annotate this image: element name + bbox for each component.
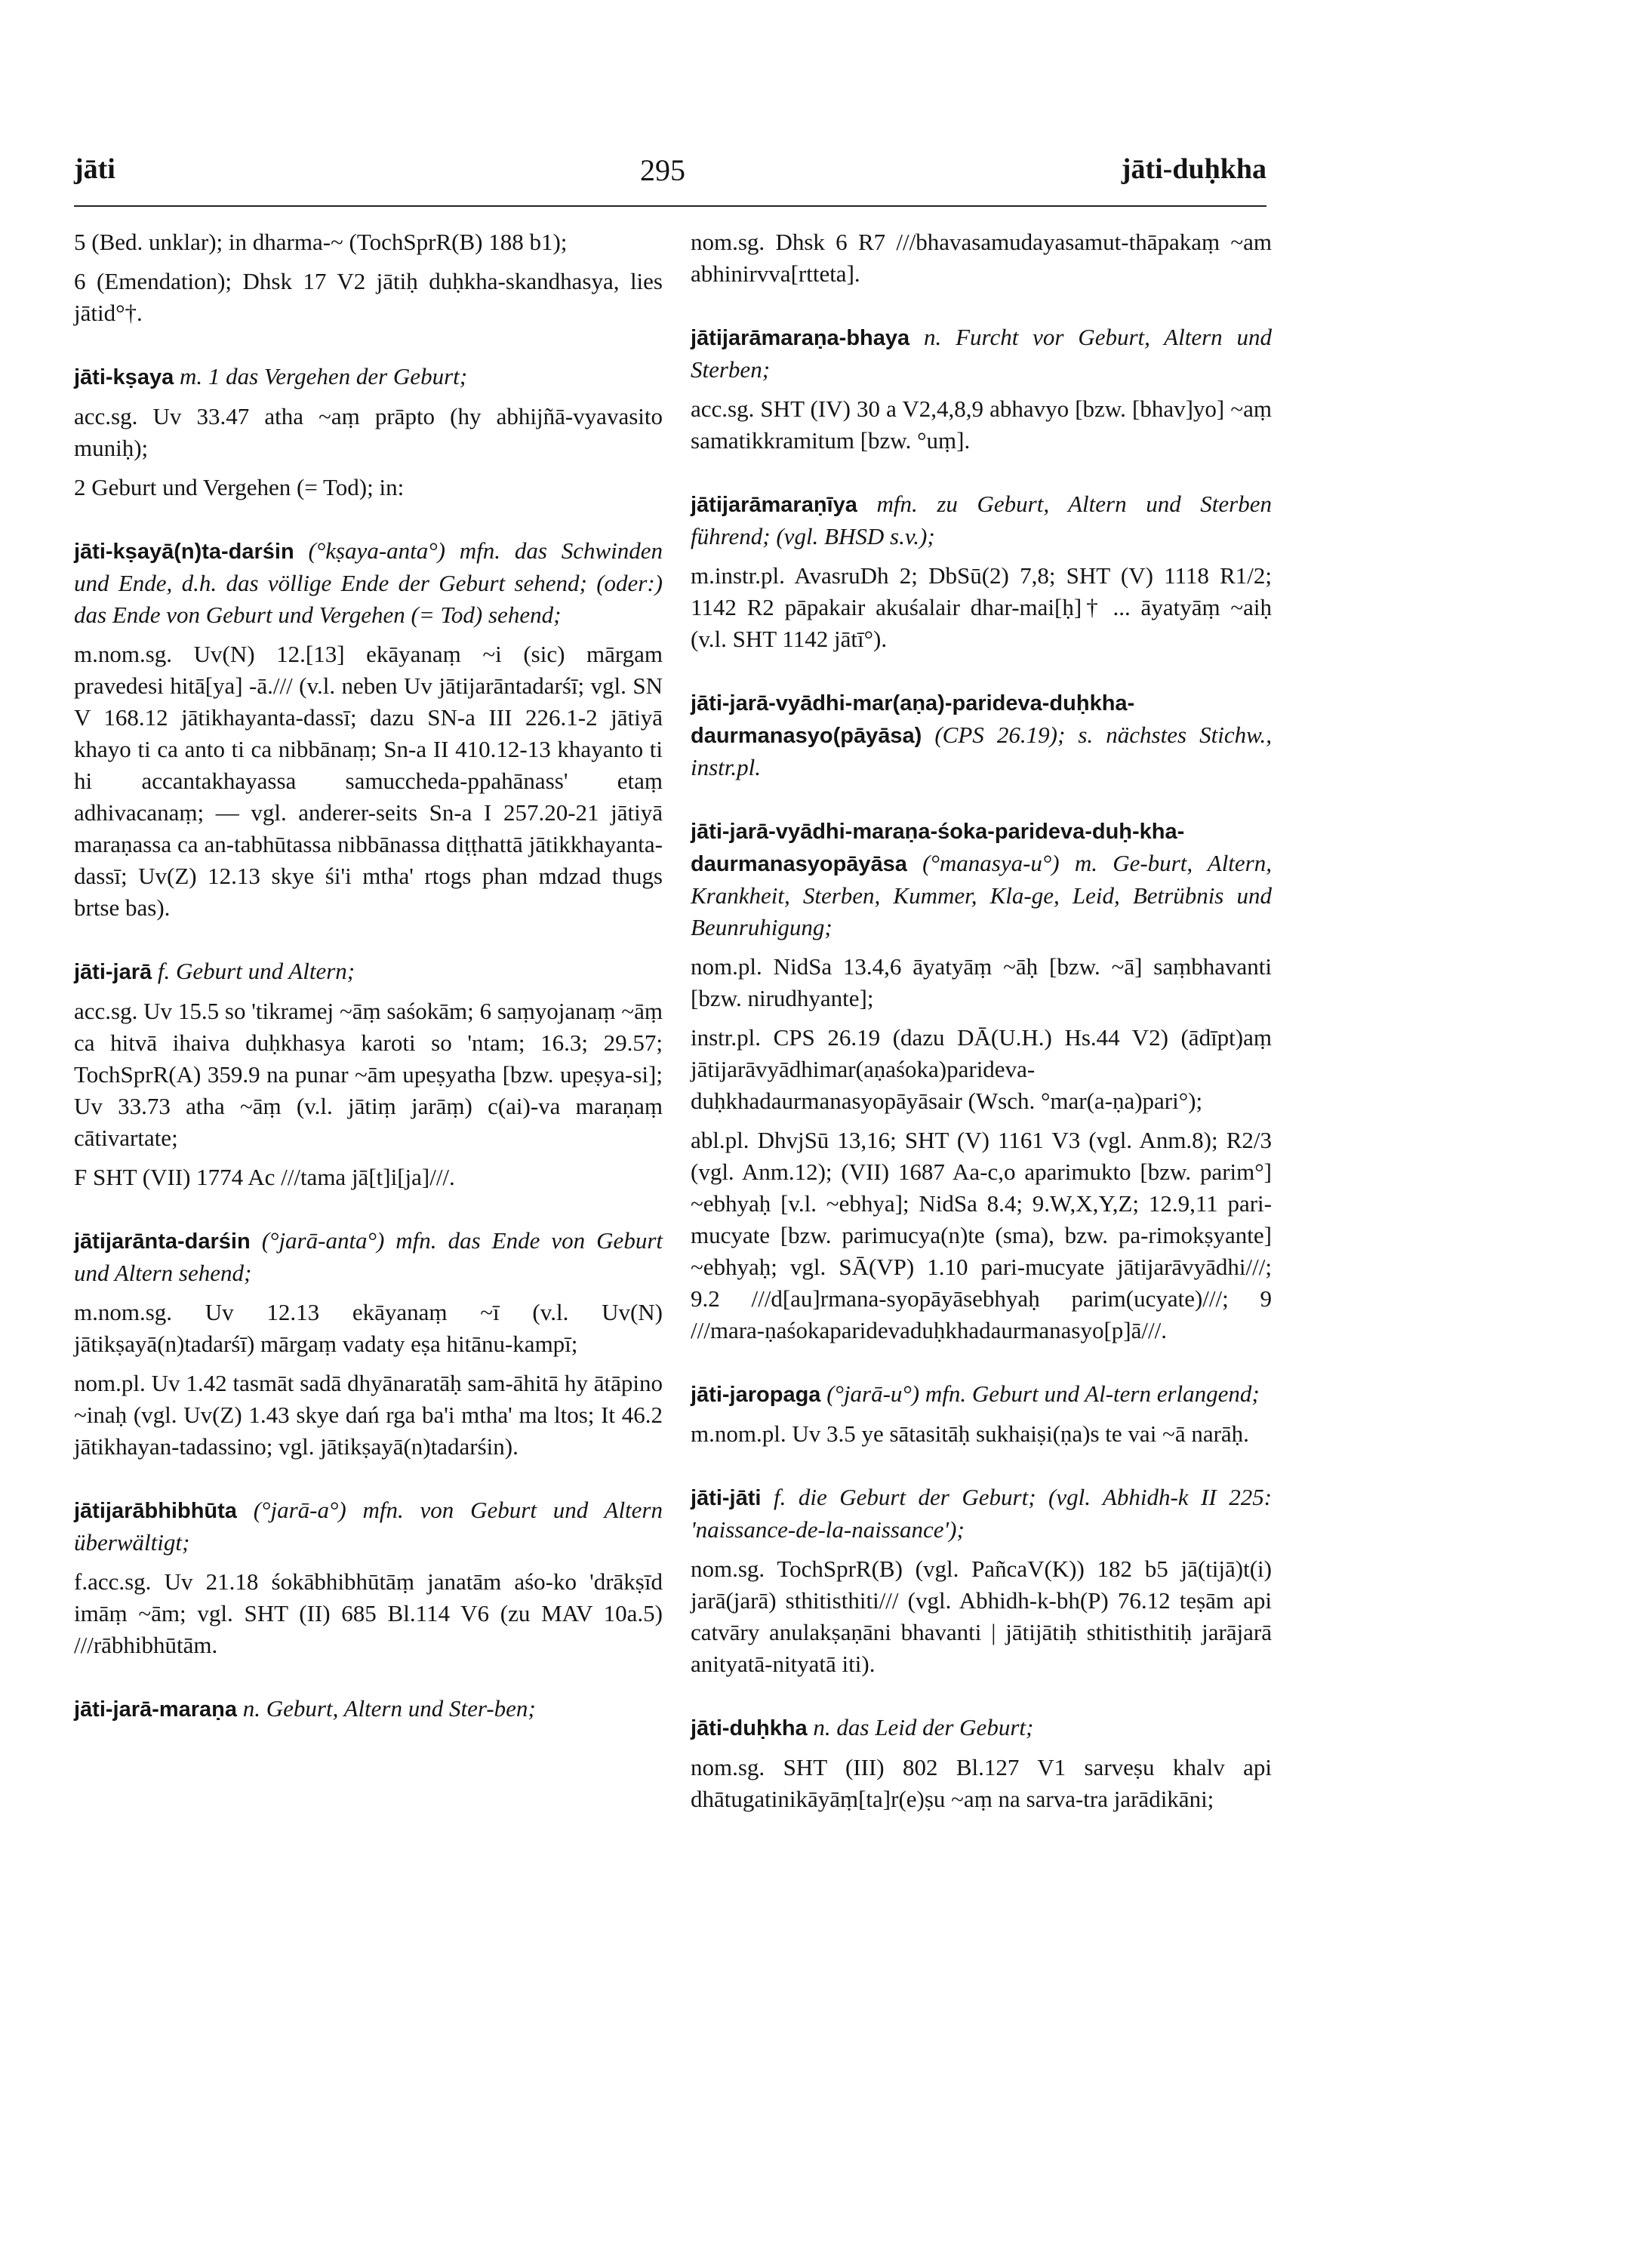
entry-head	[74, 535, 663, 631]
entry-gloss: mfn. zu Geburt, Altern und Sterben führend; (vgl. BHSD s.v.);	[691, 491, 1272, 549]
dictionary-entry	[691, 226, 1272, 290]
entry-gloss: (°manasya-u°) m. Ge-burt, Altern, Krankheit, Sterben, Kummer, Kla-ge, Leid, Betrübnis und Beunruhigung;	[691, 850, 1272, 940]
dictionary-entry	[691, 322, 1272, 457]
entry-lemma: jātijarāmaraṇīya	[691, 493, 857, 517]
entry-citation: acc.sg. SHT (IV) 30 a V2,4,8,9 abhavyo [bzw. [bhav]yo] ~aṃ samatikkramitum [bzw. °uṃ].	[691, 395, 1272, 454]
dictionary-entry	[691, 1482, 1272, 1680]
entry-head	[691, 1712, 1272, 1744]
entry-lemma: jāti-jarā-vyādhi-maraṇa-śoka-parideva-duḥ-kha-daurmanasyopāyāsa	[691, 820, 1185, 876]
entry-citation: 2 Geburt und Vergehen (= Tod); in:	[74, 474, 405, 500]
entry-lemma: jāti-jarā-vyādhi-mar(aṇa)-parideva-duḥkha-daurmanasyo(pāyāsa)	[691, 691, 1135, 748]
entry-lemma: jātijarāmaraṇa-bhaya	[691, 326, 910, 350]
entry-head	[691, 815, 1272, 943]
entry-head	[691, 488, 1272, 552]
dictionary-entry	[74, 1693, 663, 1725]
entry-citation: m.instr.pl. AvasruDh 2; DbSū(2) 7,8; SHT (V) 1118 R1/2; 1142 R2 pāpakair akuśalair dhar-mai[ḥ]† ... āyatyāṃ ~aiḥ (v.l. SHT 1142 jātī°).	[691, 562, 1272, 652]
entry-gloss: n. das Leid der Geburt;	[813, 1714, 1034, 1740]
entry-gloss: n. Geburt, Altern und Ster-ben;	[242, 1695, 536, 1722]
entry-citation: instr.pl. CPS 26.19 (dazu DĀ(U.H.) Hs.44 V2) (ādīpt)aṃ jātijarāvyādhimar(aṇaśoka)parideva-duḥkhadaurmanasyopāyāsair (Wsch. °mar(a-ṇa)pari°);	[691, 1024, 1272, 1114]
entry-citation: acc.sg. Uv 15.5 so 'tikramej ~āṃ saśokām; 6 saṃyojanaṃ ~āṃ ca hitvā ihaiva duḥkhasya karoti so 'ntam; 16.3; 29.57; TochSprR(A) 359.9 na punar ~ām upeṣyatha [bzw. upeṣya-si]; Uv 33.73 atha ~āṃ (v.l. jātiṃ jarāṃ) c(ai)-va maraṇaṃ cātivartate;	[74, 998, 663, 1151]
entry-gloss: (°jarā-a°) mfn. von Geburt und Altern überwältigt;	[74, 1497, 663, 1556]
dictionary-entry	[74, 956, 663, 1193]
entry-lemma: jātijarābhibhūta	[74, 1499, 237, 1523]
page-number: 295	[640, 153, 685, 187]
entry-citation: acc.sg. Uv 33.47 atha ~aṃ prāpto (hy abhijñā-vyavasito muniḥ);	[74, 403, 663, 461]
entry-citation: m.nom.sg. Uv 12.13 ekāyanaṃ ~ī (v.l. Uv(N) jātikṣayā(n)tadarśī) mārgaṃ vadaty eṣa hitānu-kampī;	[74, 1299, 663, 1357]
dictionary-entry	[691, 488, 1272, 655]
entry-citation: 5 (Bed. unklar); in dharma-~ (TochSprR(B) 188 b1);	[74, 229, 568, 255]
entry-citation: f.acc.sg. Uv 21.18 śokābhibhūtāṃ janatām aśo-ko 'drākṣīd imāṃ ~ām; vgl. SHT (II) 685 Bl.114 V6 (zu MAV 10a.5) ///rābhibhūtām.	[74, 1568, 663, 1658]
dictionary-entry	[691, 815, 1272, 1346]
left-column	[74, 226, 663, 1757]
entry-gloss: (CPS 26.19); s. nächstes Stichw., instr.pl.	[691, 722, 1272, 780]
entry-lemma: jāti-kṣayā(n)ta-darśin	[74, 540, 294, 564]
entry-head	[691, 1482, 1272, 1546]
dictionary-entry	[691, 687, 1272, 783]
entry-gloss: (°kṣaya-anta°) mfn. das Schwinden und Ende, d.h. das völlige Ende der Geburt sehend; (oder:) das Ende von Geburt und Vergehen (= Tod) sehend;	[74, 537, 663, 628]
entry-citation: nom.pl. Uv 1.42 tasmāt sadā dhyānaratāḥ sam-āhitā hy ātāpino ~inaḥ (vgl. Uv(Z) 1.43 skye dań rga ba'i mtha' ma ltos; It 46.2 jātikhayan-tadassino; vgl. jātikṣayā(n)tadarśin).	[74, 1370, 663, 1460]
entry-gloss: f. Geburt und Altern;	[157, 958, 355, 984]
entry-gloss: m. 1 das Vergehen der Geburt;	[179, 363, 468, 389]
entry-lemma: jāti-jarā	[74, 960, 152, 984]
running-head-left: jāti	[74, 153, 115, 185]
entry-citation: m.nom.sg. Uv(N) 12.[13] ekāyanaṃ ~i (sic) mārgam pravedesi hitā[ya] -ā./// (v.l. neben Uv jātijarāntadarśī; vgl. SN V 168.12 jātikhayanta-dassī; dazu SN-a III 226.1-2 jātiyā khayo ti ca anto ti ca nibbānaṃ; Sn-a II 410.12-13 khayanto ti hi accantakhayassa samuccheda-ppahānass' etaṃ adhivacanaṃ; — vgl. anderer-seits Sn-a I 257.20-21 jātiyā maraṇassa ca an-tabhūtassa nibbānassa diṭṭhattā jātikkhayanta-dassī; Uv(Z) 12.13 skye śi'i mtha' rtogs phan mdzad thugs brtse bas).	[74, 641, 663, 921]
entry-lemma: jāti-jarā-maraṇa	[74, 1697, 237, 1722]
header-rule	[74, 205, 1266, 207]
dictionary-entry	[691, 1712, 1272, 1815]
entry-head	[691, 687, 1272, 783]
dictionary-entry	[74, 226, 663, 329]
entry-citation: nom.sg. TochSprR(B) (vgl. PañcaV(K)) 182 b5 jā(tijā)t(i) jarā(jarā) sthitisthiti/// (vgl. Abhidh-k-bh(P) 76.12 teṣām api catvāry anulakṣaṇāni bhavanti | jātijātiḥ sthitisthitiḥ jarājarā anityatā-nityatā iti).	[691, 1556, 1272, 1677]
entry-lemma: jāti-jāti	[691, 1486, 762, 1510]
entry-gloss: (°jarā-anta°) mfn. das Ende von Geburt und Altern sehend;	[74, 1227, 663, 1286]
entry-head	[74, 956, 663, 988]
entry-gloss: f. die Geburt der Geburt; (vgl. Abhidh-k II 225: 'naissance-de-la-naissance');	[691, 1484, 1273, 1543]
entry-head	[74, 1494, 663, 1559]
entry-lemma: jāti-kṣaya	[74, 365, 174, 389]
entry-head	[691, 1378, 1272, 1411]
entry-citation: 6 (Emendation); Dhsk 17 V2 jātiḥ duḥkha-skandhasya, lies jātid°†.	[74, 268, 663, 326]
dictionary-entry	[74, 535, 663, 924]
dictionary-entry	[691, 1378, 1272, 1450]
entry-head	[74, 1693, 663, 1725]
entry-head	[74, 361, 663, 393]
entry-citation: nom.pl. NidSa 13.4,6 āyatyāṃ ~āḥ [bzw. ~ā] saṃbhavanti [bzw. nirudhyante];	[691, 953, 1272, 1011]
entry-gloss: (°jarā-u°) mfn. Geburt und Al-tern erlangend;	[826, 1380, 1260, 1407]
entry-citation: nom.sg. SHT (III) 802 Bl.127 V1 sarveṣu khalv api dhātugatinikāyāṃ[ta]r(e)ṣu ~aṃ na sarva-tra jarādikāni;	[691, 1754, 1272, 1812]
entry-gloss: n. Furcht vor Geburt, Altern und Sterben;	[691, 324, 1272, 383]
entry-citation: F SHT (VII) 1774 Ac ///tama jā[t]i[ja]///.	[74, 1164, 455, 1190]
dictionary-entry	[74, 1494, 663, 1661]
dictionary-entry	[74, 361, 663, 503]
entry-citation: abl.pl. DhvjSū 13,16; SHT (V) 1161 V3 (vgl. Anm.8); R2/3 (vgl. Anm.12); (VII) 1687 Aa-c,o aparimukto [bzw. parim°] ~ebhyaḥ [v.l. ~ebhya]; NidSa 8.4; 9.W,X,Y,Z; 12.9,11 pari-mucyate [bzw. parimucya(n)te (sma), bzw. pa-rimokṣyante] ~ebhyaḥ; vgl. SĀ(VP) 1.10 pari-mucyate jātijarāvyādhi///; 9.2 ///d[au]rmana-syopāyāsebhyaḥ parim(ucyate)///; 9 ///mara-ṇaśokaparidevaduḥkhadaurmanasyo[p]ā///.	[691, 1127, 1272, 1343]
entry-head	[691, 322, 1272, 386]
dictionary-entry	[74, 1225, 663, 1463]
entry-lemma: jātijarānta-darśin	[74, 1229, 251, 1254]
running-header	[74, 152, 1266, 198]
entry-citation: m.nom.pl. Uv 3.5 ye sātasitāḥ sukhaiṣi(ṇa)s te vai ~ā narāḥ.	[691, 1420, 1249, 1447]
running-head-right: jāti-duḥkha	[1121, 153, 1266, 185]
entry-citation: nom.sg. Dhsk 6 R7 ///bhavasamudayasamut-thāpakaṃ ~am abhinirvva[rtteta].	[691, 229, 1272, 287]
entry-lemma: jāti-duḥkha	[691, 1716, 808, 1740]
right-column	[691, 226, 1272, 1847]
entry-head	[74, 1225, 663, 1289]
entry-lemma: jāti-jaropaga	[691, 1383, 821, 1407]
